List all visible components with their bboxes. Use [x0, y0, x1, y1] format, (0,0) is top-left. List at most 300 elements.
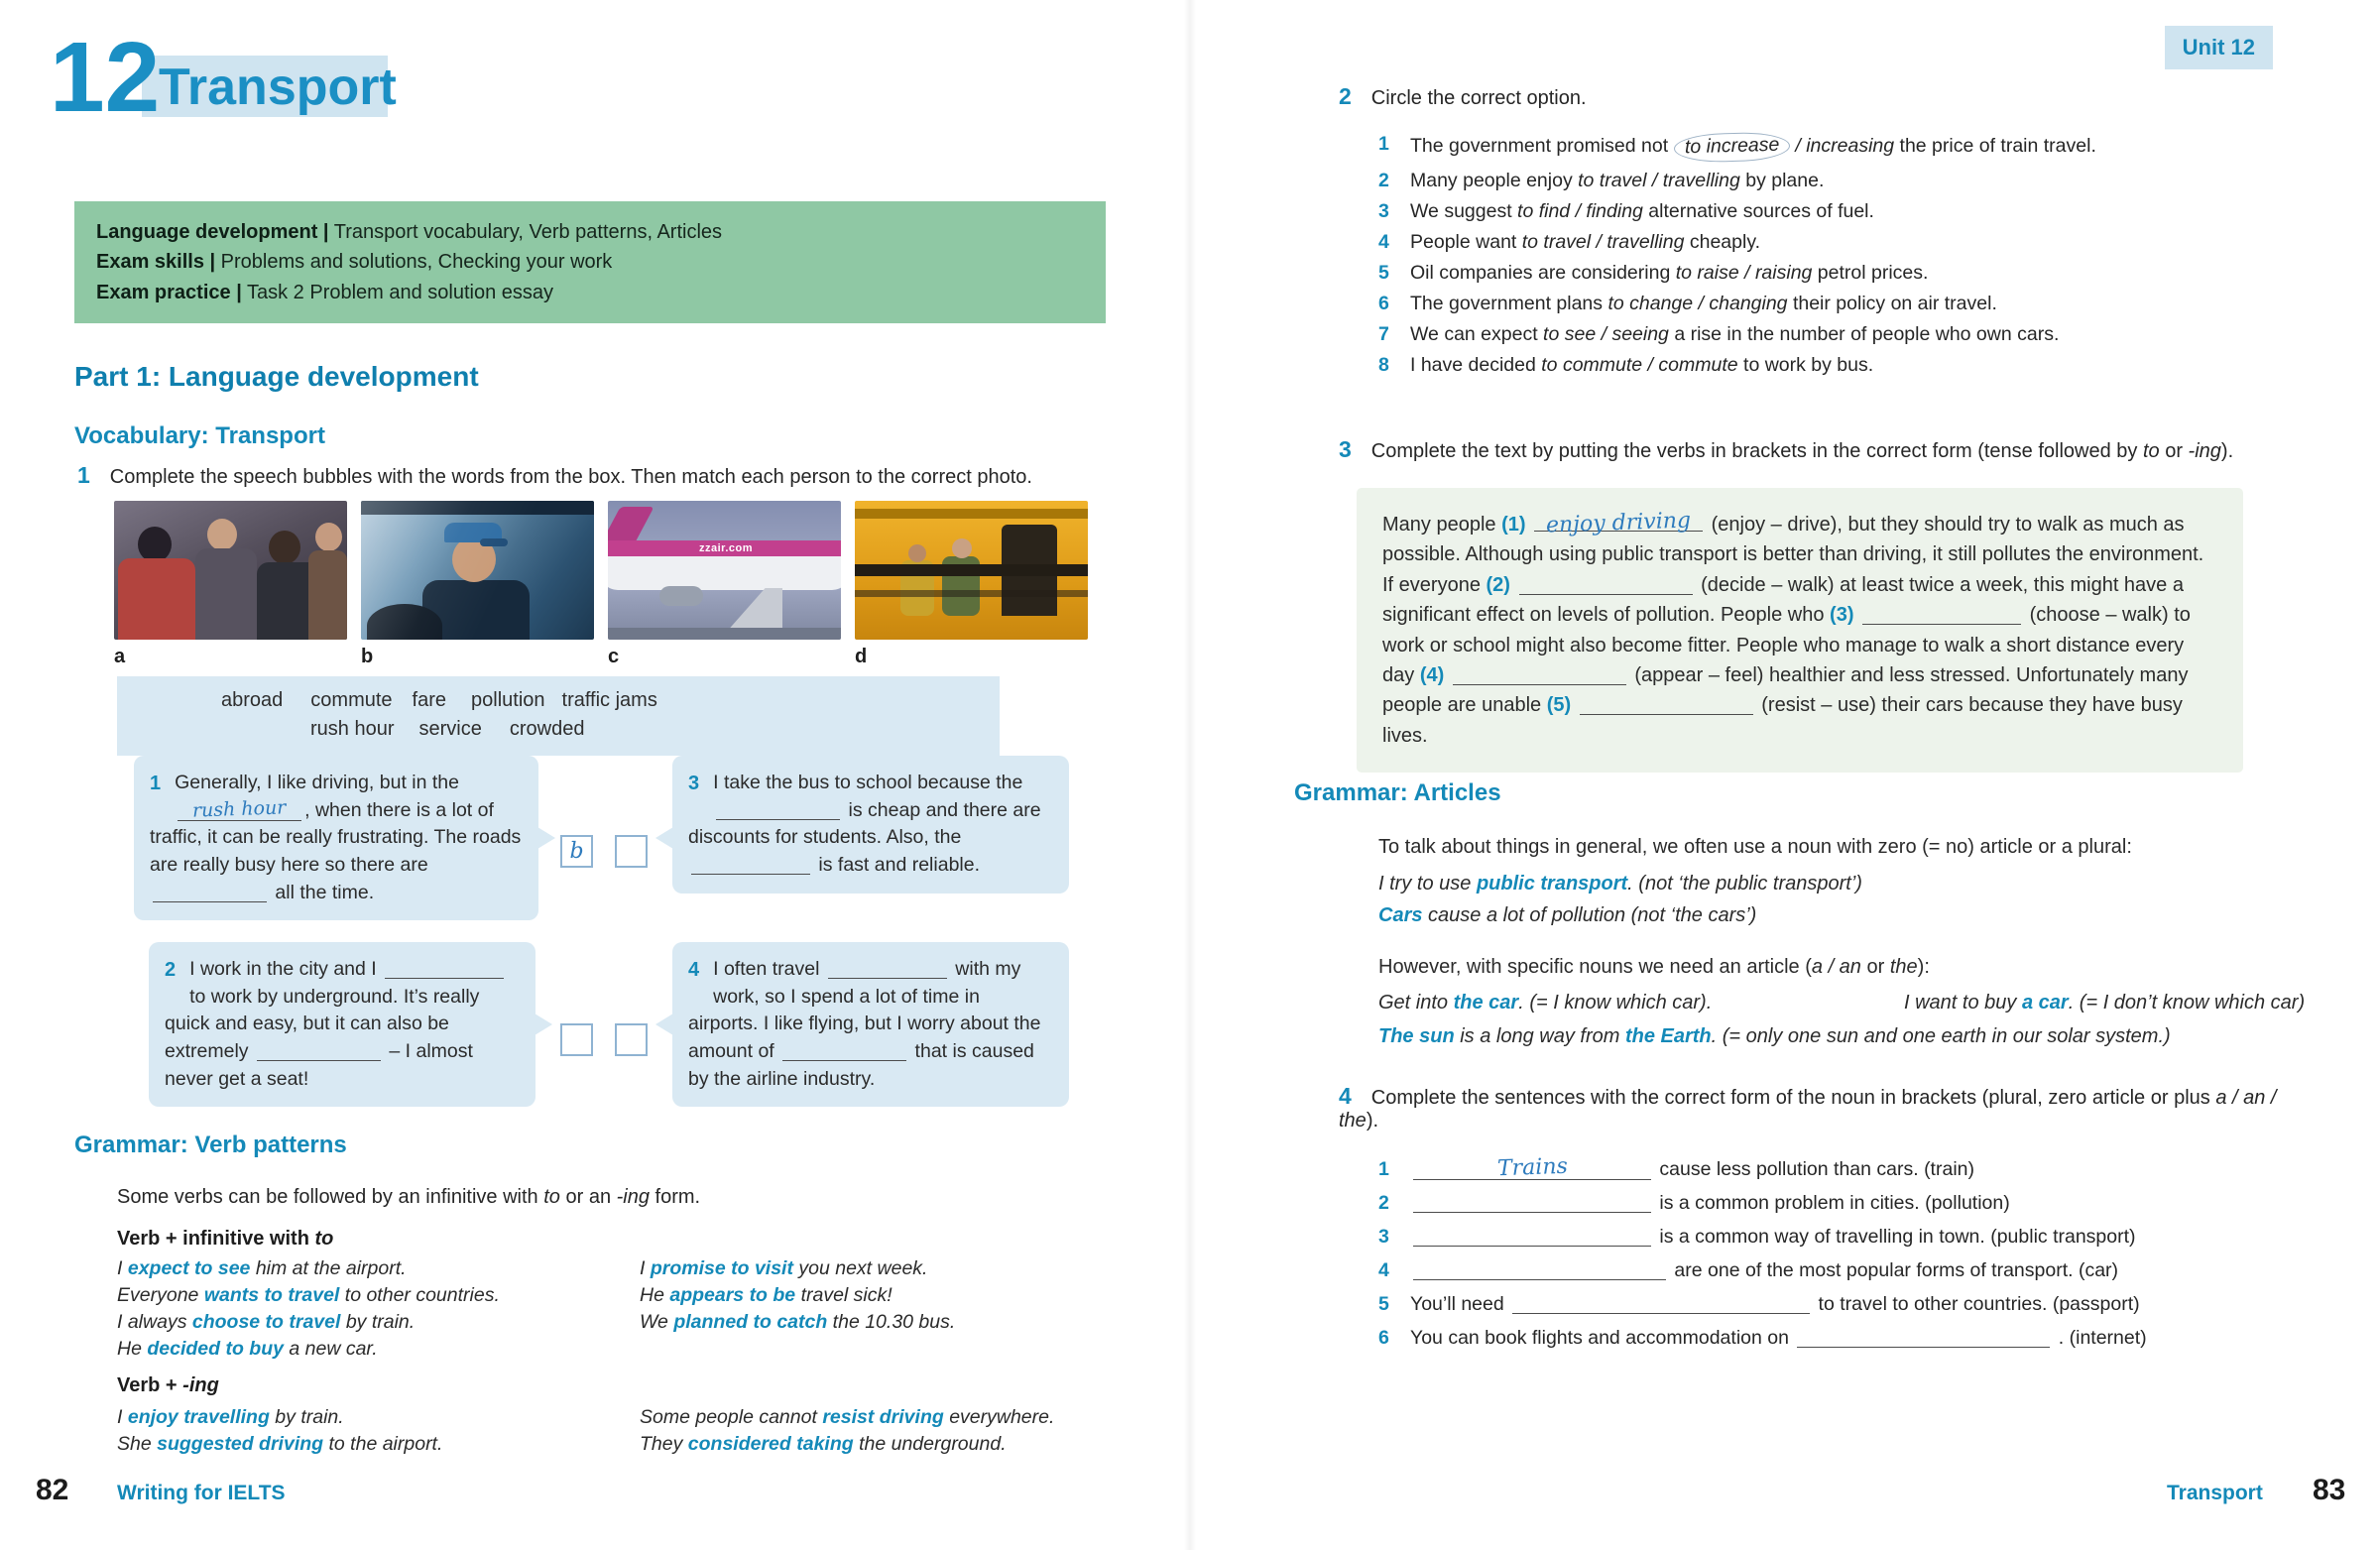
sentence-pre: I want to buy: [1904, 992, 2022, 1013]
ex4-item: [1378, 1226, 2360, 1249]
blank: [1534, 508, 1703, 538]
sentence-pre: I try to use: [1378, 873, 1477, 894]
blank: [153, 883, 267, 902]
gap-fill-text-box: [1357, 488, 2243, 773]
sentence-pre: I: [640, 1257, 651, 1279]
page-number-left: 82: [36, 1474, 69, 1506]
item-post: is a common problem in cities. (pollution): [1654, 1192, 2010, 1214]
text-segment: (enjoy – drive), but they should try to walk as much as possible. Although using public transport is better than driving, it still pollutes the environment. If everyone: [1382, 514, 2204, 596]
overview-row-exam-skills: [96, 247, 1084, 277]
bubble-text: all the time.: [270, 881, 375, 903]
item-text: [1410, 231, 1760, 254]
text-segment: Many people: [1382, 514, 1502, 536]
blank: [828, 959, 947, 979]
instruction-text: Complete the text by putting the verbs in brackets in the correct form (tense followed by: [1370, 440, 2143, 462]
bubble-text: that is caused by the airline industry.: [688, 1040, 1034, 1090]
item-number: 2: [1378, 1192, 1389, 1214]
instruction-text: ).: [1366, 1110, 1379, 1132]
bubble-number: 2: [165, 959, 177, 981]
ex4-item: [1378, 1293, 2360, 1316]
page-83: [1190, 0, 2380, 1550]
item-pre: You’ll need: [1410, 1293, 1510, 1315]
example-sentence: [117, 1282, 500, 1309]
blank: [1453, 665, 1626, 685]
articles-example-3: [1378, 992, 1712, 1013]
ex4-item: [1378, 1153, 2360, 1182]
sentence-post: you next week.: [792, 1257, 928, 1279]
example-sentence: [117, 1336, 500, 1363]
overview-text: Transport vocabulary, Verb patterns, Articles: [328, 221, 723, 243]
bubble-text: is cheap and there are discounts for students. Also, the: [688, 798, 1041, 849]
articles-example-2: [1378, 904, 1756, 927]
item-pre: We can expect: [1410, 323, 1544, 345]
ex2-item: [1378, 293, 2350, 315]
item-text: [1410, 262, 1928, 285]
item-pre: People want: [1410, 231, 1522, 253]
instruction-italic: a / an / the: [1339, 1087, 2277, 1132]
verb-ing-examples-col2: [640, 1404, 1054, 1458]
sentence-mid: is a long way from: [1454, 1025, 1625, 1047]
option-b: finding: [1586, 200, 1643, 222]
blank: [178, 796, 301, 822]
example-sentence: [640, 1431, 1054, 1458]
item-text: [1410, 170, 1824, 192]
blank: [1519, 575, 1693, 595]
ex4-item: [1378, 1259, 2360, 1282]
option-separator: /: [1570, 200, 1587, 222]
text-segment: (resist – use) their cars because they have busy lives.: [1382, 694, 2183, 747]
noun-phrase: Cars: [1378, 904, 1423, 926]
item-number: 5: [1378, 1293, 1389, 1315]
sentence-post: to the airport.: [323, 1433, 443, 1455]
item-number: 8: [1378, 354, 1389, 376]
sentence-post: a new car.: [283, 1338, 378, 1360]
item-number: 6: [1378, 1327, 1389, 1349]
sentence-pre: I: [117, 1257, 128, 1279]
text-segment: (choose – walk) to work or school might also become fitter. People who manage to walk a short distance every day: [1382, 604, 2191, 686]
photo-c-livery-text: zzair.com: [699, 542, 754, 554]
sentence-pre: Some people cannot: [640, 1406, 823, 1428]
exercise3-header: [1339, 436, 2320, 463]
sentence-post: . (= I know which car).: [1518, 992, 1713, 1013]
sentence-pre: He: [640, 1284, 670, 1306]
sentence-post: the 10.30 bus.: [827, 1311, 956, 1333]
sentence-pre: Everyone: [117, 1284, 204, 1306]
item-pre: I have decided: [1410, 354, 1542, 376]
exercise4-instruction: [1339, 1087, 2276, 1132]
photo-a-wrap: [114, 501, 347, 668]
speech-bubble-2: [149, 942, 536, 1107]
articles-example-row: [1378, 992, 2360, 1014]
overview-text: Problems and solutions, Checking your work: [215, 251, 613, 274]
item-post: is a common way of travelling in town. (public transport): [1654, 1226, 2136, 1248]
bubble-text: , when there is a lot of traffic, it can be really frustrating. The roads are really busy here so there are: [150, 798, 522, 877]
option-a: to change: [1607, 293, 1694, 314]
articles-intro-1: To talk about things in general, we often use a noun with zero (= no) article or a plural:: [1378, 836, 2132, 858]
exercise1-instruction: Complete the speech bubbles with the words from the box. Then match each person to the correct photo.: [109, 466, 1032, 488]
item-post: are one of the most popular forms of transport. (car): [1669, 1259, 2119, 1281]
exercise3-number: 3: [1339, 436, 1352, 462]
option-a: to travel: [1521, 231, 1592, 253]
exercise2-number: 2: [1339, 83, 1352, 109]
subheading-text: Verb + infinitive with: [117, 1228, 315, 1250]
subheading-text: Verb +: [117, 1374, 183, 1396]
item-number: 5: [1378, 262, 1389, 284]
overview-row-language-development: [96, 217, 1084, 247]
sentence-post: by train.: [269, 1406, 344, 1428]
example-sentence: [117, 1309, 500, 1336]
blank: [1413, 1193, 1651, 1213]
noun-phrase: the Earth: [1624, 1025, 1712, 1047]
speech-bubble-tail: [535, 1013, 552, 1035]
word-commute: commute: [310, 689, 393, 711]
blank: [1413, 1260, 1666, 1280]
item-text: [1410, 200, 1874, 223]
bubble-number: 1: [150, 773, 162, 794]
sentence-pre: We: [640, 1311, 674, 1333]
item-number: 3: [1378, 1226, 1389, 1248]
option-b: changing: [1709, 293, 1788, 314]
item-text: [1410, 293, 1997, 315]
word-rush-hour: rush hour: [310, 718, 395, 740]
ex2-item: [1378, 323, 2350, 346]
word-traffic-jams: traffic jams: [561, 689, 657, 711]
verb-phrase: suggested driving: [157, 1433, 324, 1455]
item-number: 1: [1378, 1158, 1389, 1180]
blank: [1797, 1328, 2050, 1348]
blank: [1580, 695, 1753, 715]
gap-number: (3): [1830, 604, 1854, 627]
photo-d-child-head: [908, 544, 926, 562]
item-post: a rise in the number of people who own cars.: [1668, 323, 2060, 345]
option-separator: /: [1693, 293, 1710, 314]
overview-label: Exam practice |: [96, 281, 242, 303]
bubble-text: with my work, so I spend a lot of time in airports. I like flying, but I worry about the amount of: [688, 958, 1041, 1063]
page-number-right: 83: [2313, 1474, 2346, 1506]
exercise4-header: [1339, 1083, 2281, 1133]
photo-a-coat: [308, 550, 347, 640]
vocabulary-heading: Vocabulary: Transport: [74, 422, 325, 449]
item-number: 7: [1378, 323, 1389, 345]
verb-ing-subheading: [117, 1374, 219, 1397]
verb-ing-examples-col1: [117, 1404, 442, 1458]
exercise2-header: [1339, 83, 1587, 110]
intro-italic: the: [1889, 956, 1918, 978]
handwritten-answer: Trains: [1496, 1153, 1568, 1182]
item-post: . (internet): [2053, 1327, 2147, 1349]
item-number: 4: [1378, 1259, 1389, 1281]
option-b: travelling: [1662, 170, 1740, 191]
photo-a-person-head: [315, 523, 342, 551]
verb-phrase: appears to be: [669, 1284, 796, 1306]
verb-patterns-heading: Grammar: Verb patterns: [74, 1132, 347, 1158]
example-sentence: [117, 1431, 442, 1458]
gap-fill-paragraph: [1382, 510, 2217, 751]
option-a: to see: [1543, 323, 1597, 345]
ex2-item: [1378, 354, 2350, 377]
bubble-number: 4: [688, 959, 700, 981]
part1-heading: Part 1: Language development: [74, 361, 479, 392]
item-post: petrol prices.: [1812, 262, 1929, 284]
photo-c-fuselage: [608, 556, 841, 590]
ex2-item: [1378, 231, 2350, 254]
gap-number: (5): [1546, 694, 1572, 717]
word-service: service: [418, 718, 482, 740]
noun-phrase: a car: [2021, 992, 2069, 1013]
subheading-italic: to: [314, 1228, 334, 1250]
exercise3-instruction: [1371, 440, 2233, 462]
airplane-boarding-photo: [608, 501, 841, 640]
option-b: seeing: [1611, 323, 1669, 345]
verb-phrase: decided to buy: [147, 1338, 284, 1360]
intro-text: form.: [649, 1186, 701, 1208]
photo-d-wrap: [855, 501, 1088, 668]
photo-a-person-head: [138, 527, 172, 562]
sentence-post: to other countries.: [339, 1284, 500, 1306]
articles-example-1: [1378, 873, 1862, 895]
item-text: [1410, 1192, 2010, 1215]
overview-label: Exam skills |: [96, 251, 216, 274]
word-box-row-1: [221, 689, 980, 712]
speech-bubble-tail: [655, 1013, 673, 1035]
verb-pattern-examples-col1: [117, 1255, 500, 1363]
verb-phrase: choose to travel: [191, 1311, 341, 1333]
blank: [1862, 605, 2021, 625]
gap-number: (2): [1486, 573, 1510, 596]
ex4-item: [1378, 1327, 2360, 1350]
intro-italic: to: [543, 1186, 560, 1208]
example-sentence: [640, 1309, 955, 1336]
sentence-post: travel sick!: [795, 1284, 892, 1306]
bus-driver-photo: [361, 501, 594, 640]
section-footer: Transport: [2167, 1482, 2263, 1504]
bubble-text: I work in the city and I: [189, 958, 383, 980]
verb-phrase: enjoy travelling: [127, 1406, 270, 1428]
ex2-item: [1378, 133, 2350, 162]
verb-infinitive-subheading: [117, 1228, 333, 1251]
example-sentence: [640, 1255, 955, 1282]
blank: [1512, 1294, 1810, 1314]
instruction-text: or: [2159, 440, 2189, 462]
sentence-post: him at the airport.: [250, 1257, 407, 1279]
match-box-bubble-4: [615, 1023, 648, 1056]
noun-phrase: The sun: [1378, 1025, 1455, 1047]
photo-b-window-glare: [361, 501, 594, 640]
item-text: [1410, 1226, 2136, 1249]
option-b: travelling: [1606, 231, 1685, 253]
option-separator: /: [1789, 135, 1807, 157]
photo-d-child-head: [952, 538, 972, 558]
unit-title: Transport: [159, 59, 397, 116]
speech-bubble-tail: [537, 827, 555, 849]
photo-c-tarmac: [608, 628, 841, 640]
verb-patterns-intro: [117, 1186, 700, 1209]
blank: [1413, 1153, 1651, 1182]
unit-tag: Unit 12: [2165, 26, 2273, 69]
photo-b-label: b: [361, 646, 374, 667]
option-separator: /: [1738, 262, 1755, 284]
item-post: their policy on air travel.: [1787, 293, 1997, 314]
noun-phrase: the car: [1453, 992, 1519, 1013]
page-spine: [1184, 0, 1196, 1550]
item-post: cause less pollution than cars. (train): [1654, 1158, 1974, 1180]
verb-phrase: wants to travel: [203, 1284, 340, 1306]
blank: [716, 800, 840, 820]
verb-pattern-examples-col2: [640, 1255, 955, 1336]
item-text: [1410, 1327, 2147, 1350]
option-separator: /: [1596, 323, 1612, 345]
exercise1-header: [77, 462, 1079, 489]
item-pre: You can book flights and accommodation on: [1410, 1327, 1795, 1349]
option-separator: /: [1642, 354, 1659, 376]
speech-bubble-tail: [655, 827, 673, 849]
sentence-post: . (= I don’t know which car): [2068, 992, 2306, 1013]
bubble-text: Generally, I like driving, but in the: [175, 772, 459, 793]
exercise4-number: 4: [1339, 1083, 1352, 1109]
sentence-post: everywhere.: [943, 1406, 1055, 1428]
item-pre: Many people enjoy: [1410, 170, 1579, 191]
photo-a-person-head: [207, 519, 237, 550]
bubble-text: I often travel: [713, 958, 825, 980]
item-number: 2: [1378, 170, 1389, 191]
option-a: to travel: [1578, 170, 1647, 191]
word-pollution: pollution: [471, 689, 545, 711]
ex2-item: [1378, 170, 2350, 192]
gap-number: (1): [1501, 514, 1526, 536]
verb-phrase: promise to visit: [650, 1257, 793, 1279]
item-number: 3: [1378, 200, 1389, 222]
item-number: 1: [1378, 133, 1389, 155]
handwritten-answer: rush hour: [192, 796, 288, 822]
handwritten-match-answer: b: [569, 839, 584, 864]
instruction-italic: -ing: [2188, 440, 2221, 462]
example-sentence: [640, 1282, 955, 1309]
sentence-post: cause a lot of pollution (not ‘the cars’): [1422, 904, 1757, 926]
verb-phrase: expect to see: [127, 1257, 251, 1279]
option-separator: /: [1646, 170, 1663, 191]
blank: [782, 1041, 906, 1061]
unit-overview-box: [74, 201, 1106, 323]
sentence-post: . (not ‘the public transport’): [1627, 873, 1862, 894]
intro-text: Some verbs can be followed by an infinitive with: [117, 1186, 544, 1208]
photo-b-wrap: [361, 501, 594, 668]
item-number: 6: [1378, 293, 1389, 314]
sentence-post: . (= only one sun and one earth in our solar system.): [1711, 1025, 2171, 1047]
item-post: by plane.: [1739, 170, 1825, 191]
articles-heading: Grammar: Articles: [1294, 779, 1501, 806]
articles-example-5: [1378, 1025, 2171, 1048]
subheading-italic: -ing: [182, 1374, 219, 1396]
example-sentence: [117, 1404, 442, 1431]
exercise2-instruction: Circle the correct option.: [1370, 87, 1587, 109]
match-box-bubble-1: [560, 835, 593, 868]
noun-phrase: public transport: [1476, 873, 1628, 894]
photo-a-red-coat: [118, 558, 195, 640]
crowded-commuters-photo: [114, 501, 347, 640]
instruction-italic: to: [2142, 440, 2160, 462]
item-pre: The government promised not: [1410, 135, 1674, 157]
blank: [1413, 1227, 1651, 1247]
item-text: [1410, 1153, 1974, 1182]
unit-number: 12: [50, 22, 161, 133]
book-title-footer: Writing for IELTS: [117, 1482, 286, 1504]
speech-bubble-3: [672, 756, 1069, 894]
bubble-text: to work by underground. It’s really quick and easy, but it can also be extremely: [165, 985, 480, 1063]
option-separator: /: [1591, 231, 1607, 253]
bubble-text: – I almost never get a seat!: [165, 1040, 473, 1090]
text-segment: (decide – walk) at least twice a week, this might have a significant effect on levels of pollution. People who: [1382, 573, 2184, 627]
item-post: to work by bus.: [1737, 354, 1874, 376]
verb-phrase: planned to catch: [673, 1311, 828, 1333]
sentence-pre: I always: [117, 1311, 192, 1333]
overview-row-exam-practice: [96, 278, 1084, 307]
option-b: increasing: [1806, 135, 1895, 157]
sentence-pre: He: [117, 1338, 148, 1360]
photo-strip: [114, 501, 1088, 668]
item-text: [1410, 1293, 2140, 1316]
sentence-pre: They: [640, 1433, 688, 1455]
match-answer-boxes-top: [560, 835, 648, 868]
intro-italic: -ing: [616, 1186, 650, 1208]
intro-text: ):: [1917, 956, 1930, 978]
item-text: [1410, 133, 2096, 162]
option-a: to commute: [1541, 354, 1643, 376]
overview-text: Task 2 Problem and solution essay: [241, 281, 554, 303]
articles-intro-2: [1378, 956, 1930, 979]
gap-number: (4): [1419, 663, 1445, 686]
item-pre: Oil companies are considering: [1410, 262, 1676, 284]
option-a-circled: to increase: [1673, 131, 1790, 163]
item-text: [1410, 323, 2059, 346]
ex4-item: [1378, 1192, 2360, 1215]
exercise1-number: 1: [77, 462, 90, 488]
exercise4-items: [1378, 1153, 2360, 1361]
speech-bubble-1: [134, 756, 538, 920]
photo-a-person-head: [269, 531, 300, 564]
item-post: alternative sources of fuel.: [1642, 200, 1874, 222]
example-sentence: [117, 1255, 500, 1282]
bubble-text: I take the bus to school because the: [713, 772, 1023, 793]
option-a: to find: [1517, 200, 1571, 222]
overview-label: Language development |: [96, 221, 329, 243]
sentence-pre: Get into: [1378, 992, 1454, 1013]
instruction-text: Complete the sentences with the correct form of the noun in brackets (plural, zero article or plus: [1370, 1087, 2216, 1109]
blank: [257, 1041, 381, 1061]
photo-a-label: a: [114, 646, 126, 667]
word-crowded: crowded: [509, 718, 585, 740]
match-answer-boxes-bottom: [560, 1023, 648, 1056]
item-pre: We suggest: [1410, 200, 1518, 222]
item-pre: The government plans: [1410, 293, 1608, 314]
photo-c-engine: [659, 586, 703, 606]
option-a: to raise: [1675, 262, 1739, 284]
item-post: to travel to other countries. (passport): [1813, 1293, 2140, 1315]
word-abroad: abroad: [221, 689, 284, 711]
school-bus-photo: [855, 501, 1088, 640]
text-segment: (appear – feel) healthier and less stressed. Unfortunately many people are unable: [1382, 663, 2189, 717]
sentence-pre: She: [117, 1433, 158, 1455]
intro-text: or: [1860, 956, 1890, 978]
match-box-bubble-2: [560, 1023, 593, 1056]
photo-c-wrap: [608, 501, 841, 668]
handwritten-answer: enjoy driving: [1545, 508, 1692, 538]
verb-phrase: considered taking: [687, 1433, 854, 1455]
photo-a-coat: [195, 548, 257, 640]
sentence-post: by train.: [340, 1311, 416, 1333]
blank: [691, 855, 810, 875]
match-box-bubble-3: [615, 835, 648, 868]
item-number: 4: [1378, 231, 1389, 253]
